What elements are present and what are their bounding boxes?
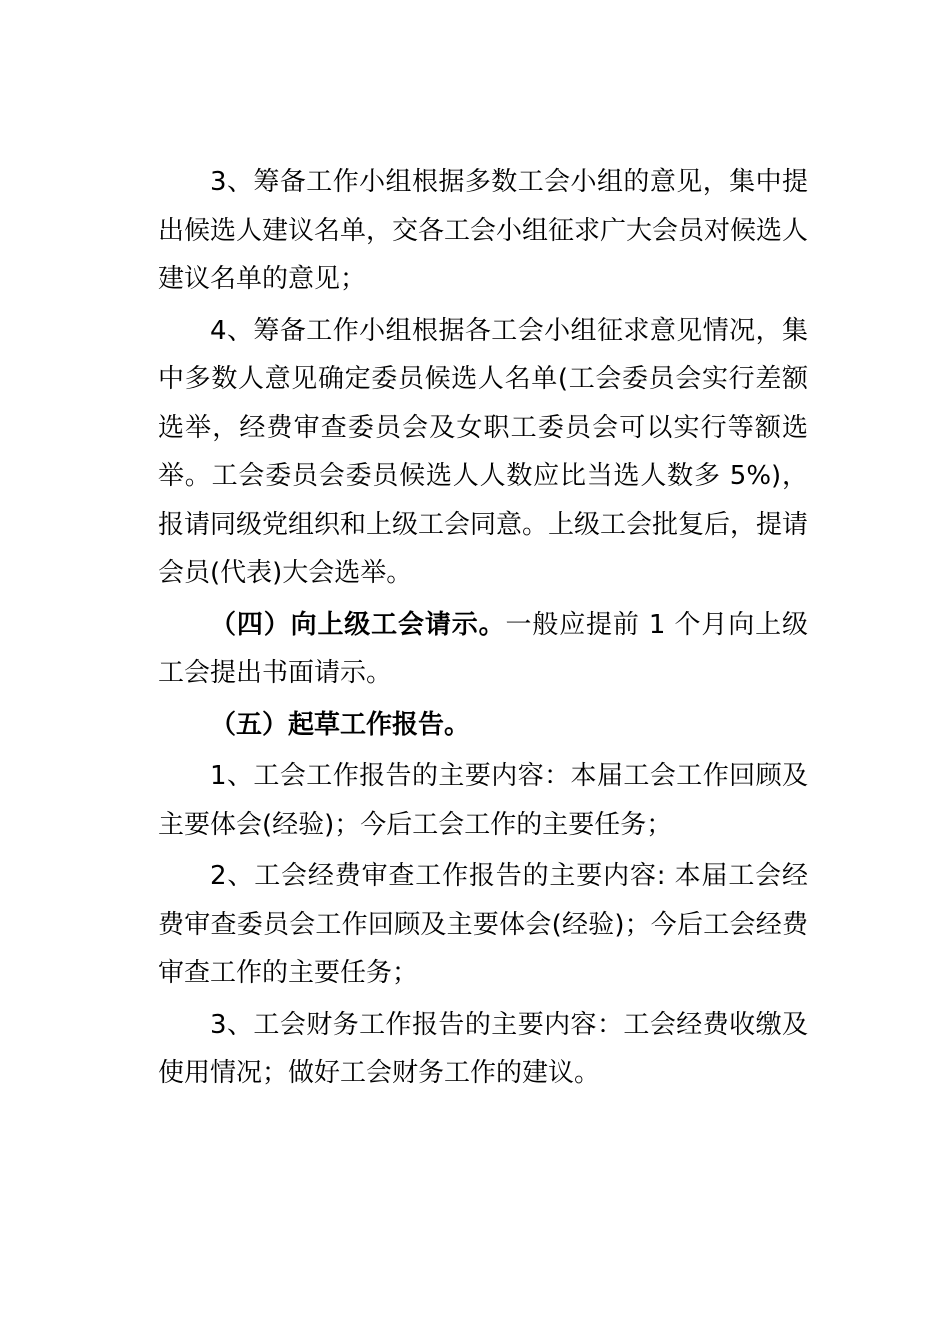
section-heading-five: （五）起草工作报告。 — [210, 709, 471, 740]
section-four-paragraph — [158, 601, 808, 698]
paragraph-text: 3、工会财务工作报告的主要内容：工会经费收缴及使用情况；做好工会财务工作的建议。 — [158, 1009, 808, 1088]
paragraph-item-3 — [158, 158, 808, 304]
document-body — [158, 158, 808, 1101]
paragraph-text: 2、工会经费审查工作报告的主要内容: 本届工会经费审查委员会工作回顾及主要体会(经验)；今后工会经费审查工作的主要任务； — [158, 861, 808, 988]
report-item-1 — [158, 752, 808, 849]
paragraph-text: 4、筹备工作小组根据各工会小组征求意见情况，集中多数人意见确定委员候选人名单(工会委员会实行差额选举，经费审查委员会及女职工委员会可以实行等额选举。工会委员会委员候选人人数应比当选人数多 5%)，报请同级党组织和上级工会同意。上级工会批复后，提请会员(代表)大会选举。 — [158, 315, 809, 588]
report-item-3 — [158, 1001, 808, 1098]
section-heading-four: （四）向上级工会请示。 — [210, 609, 506, 640]
paragraph-item-4 — [158, 307, 808, 598]
paragraph-text: 1、工会工作报告的主要内容：本届工会工作回顾及主要体会(经验)；今后工会工作的主要任务； — [158, 761, 808, 840]
paragraph-text: 一般应提前 1 个月向上级工会提出书面请示。 — [158, 609, 808, 688]
report-item-2 — [158, 852, 808, 998]
paragraph-text: 3、筹备工作小组根据多数工会小组的意见，集中提出候选人建议名单，交各工会小组征求广大会员对候选人建议名单的意见； — [158, 167, 809, 294]
section-five-paragraph — [158, 701, 808, 750]
